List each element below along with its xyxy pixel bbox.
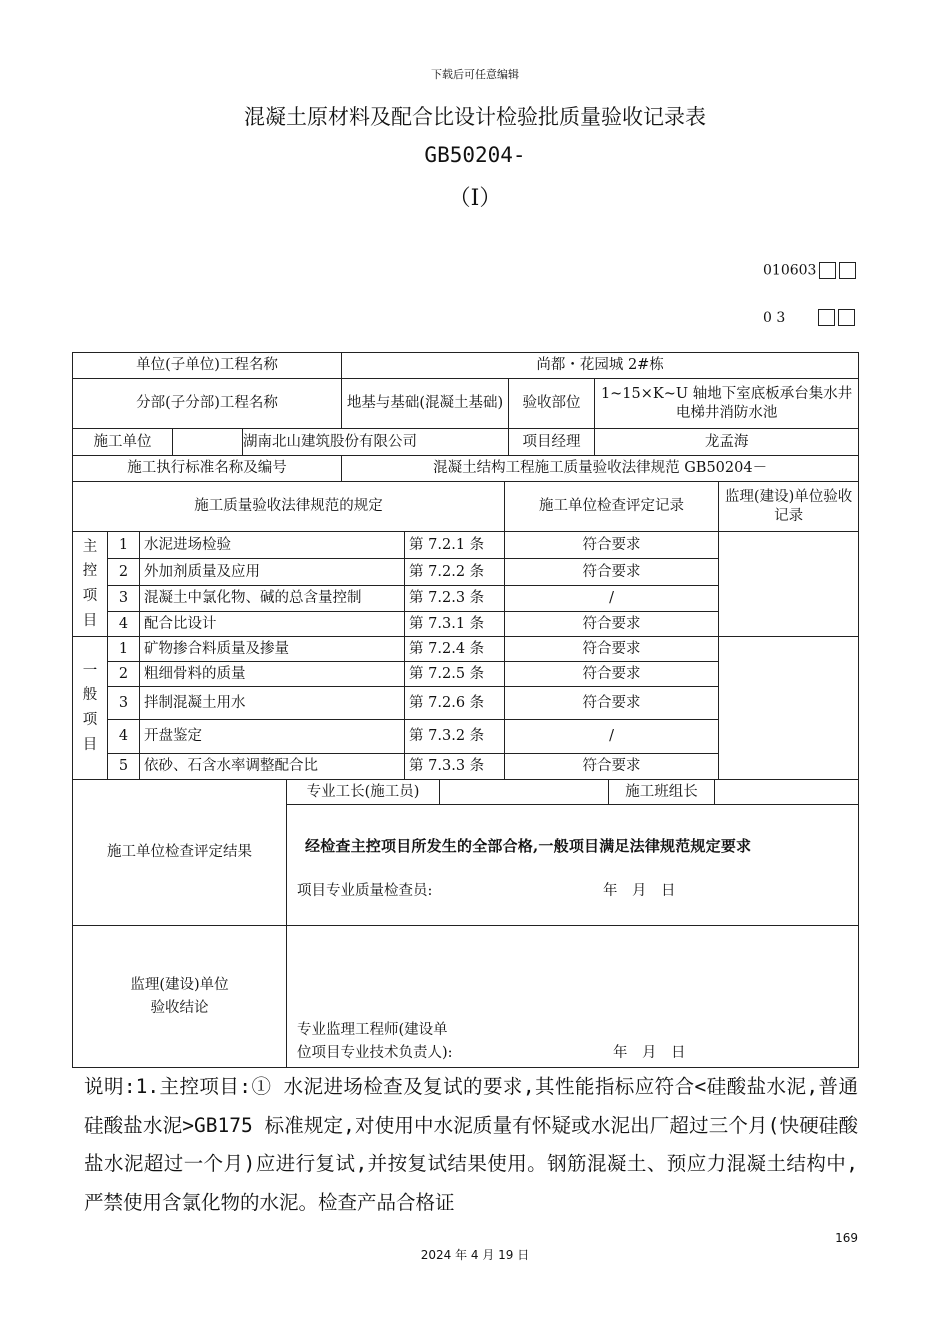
item-result: / <box>505 720 719 754</box>
item-result: 符合要求 <box>505 559 719 586</box>
header-spec: 施工质量验收法律规范的规定 <box>73 482 505 532</box>
item-no: 3 <box>108 586 140 612</box>
result-text: 经检查主控项目所发生的全部合格,一般项目满足法律规范规定要求 <box>305 837 752 855</box>
page-number: 169 <box>835 1231 858 1245</box>
item-clause: 第 7.2.4 条 <box>405 637 505 662</box>
checkbox[interactable] <box>839 262 856 279</box>
supervision-label-line1: 监理(建设)单位 <box>130 976 229 993</box>
standard-code: GB50204- <box>424 143 526 167</box>
inspector-row <box>287 857 858 901</box>
item-name: 配合比设计 <box>140 612 405 637</box>
division-value: 地基与基础(混凝土基础) <box>342 379 509 429</box>
item-result: 符合要求 <box>505 532 719 559</box>
form-code-text: 0 3 <box>763 309 786 326</box>
general-group-label <box>73 637 108 780</box>
roman-numeral: （Ⅰ） <box>448 186 502 211</box>
header-check-record: 施工单位检查评定记录 <box>505 482 719 532</box>
supervision-record-main <box>719 532 859 637</box>
item-name: 粗细骨料的质量 <box>140 662 405 687</box>
team-leader-label: 施工班组长 <box>609 780 715 804</box>
item-no: 2 <box>108 662 140 687</box>
checkbox[interactable] <box>819 262 836 279</box>
item-clause: 第 7.2.6 条 <box>405 687 505 720</box>
unit-label: 单位(子单位)工程名称 <box>73 353 342 379</box>
item-clause: 第 7.2.3 条 <box>405 586 505 612</box>
supervision-record-general <box>719 637 859 780</box>
item-name: 拌制混凝土用水 <box>140 687 405 720</box>
item-result: 符合要求 <box>505 687 719 720</box>
explanation-note: 说明:1.主控项目:① 水泥进场检查及复试的要求,其性能指标应符合<硅酸盐水泥,普通硅酸盐水泥>GB175 标准规定,对使用中水泥质量有怀疑或水泥出厂超过三个月(快硬硅酸盐水泥超过一个月)应进行复试,并按复试结果使用。钢筋混凝土、预应力混凝土结构中,严禁使用含氯化物的水泥。检查产品合格证 <box>84 1075 858 1214</box>
item-name: 开盘鉴定 <box>140 720 405 754</box>
inspection-table <box>72 352 859 1068</box>
engineer-label-line1: 专业监理工程师(建设单 <box>297 1022 448 1039</box>
constructor-label-text: 施工单位 <box>73 429 173 455</box>
inspector-label: 项目专业质量检查员: <box>297 882 433 899</box>
result-label: 施工单位检查评定结果 <box>73 780 287 926</box>
item-clause: 第 7.2.2 条 <box>405 559 505 586</box>
engineer-label-line2: 位项目专业技术负责人): <box>297 1045 453 1062</box>
pm-label: 项目经理 <box>509 429 595 456</box>
item-no: 1 <box>108 532 140 559</box>
checkbox[interactable] <box>818 309 835 326</box>
item-result: 符合要求 <box>505 662 719 687</box>
checkbox[interactable] <box>838 309 855 326</box>
main-group-label <box>73 532 108 637</box>
supervision-label-line2: 验收结论 <box>150 999 209 1016</box>
inspector-date: 年 月 日 <box>603 882 676 899</box>
engineer-row <box>297 1044 858 1063</box>
item-result: / <box>505 586 719 612</box>
item-clause: 第 7.3.1 条 <box>405 612 505 637</box>
standard-label: 施工执行标准名称及编号 <box>73 456 342 482</box>
header-supervision: 监理(建设)单位验收记录 <box>719 482 859 532</box>
main-group-text: 主控项目 <box>82 538 98 629</box>
footer-date: 2024 年 4 月 19 日 <box>420 1248 530 1262</box>
constructor-label <box>73 429 243 456</box>
item-result: 符合要求 <box>505 754 719 780</box>
header-note: 下载后可任意编辑 <box>431 68 519 81</box>
accept-part-value: 1~15×K~U 轴地下室底板承台集水井电梯井消防水池 <box>595 379 859 429</box>
item-name: 依砂、石含水率调整配合比 <box>140 754 405 780</box>
item-no: 1 <box>108 637 140 662</box>
item-name: 水泥进场检验 <box>140 532 405 559</box>
accept-part-label: 验收部位 <box>509 379 595 429</box>
item-clause: 第 7.3.3 条 <box>405 754 505 780</box>
supervision-conclusion-cell <box>287 926 859 1068</box>
item-name: 矿物掺合料质量及掺量 <box>140 637 405 662</box>
foreman-label: 专业工长(施工员) <box>287 780 440 804</box>
item-clause: 第 7.2.1 条 <box>405 532 505 559</box>
foreman-value[interactable] <box>440 780 609 804</box>
pm-value: 龙孟海 <box>595 429 859 456</box>
supervision-conclusion-label <box>73 926 287 1068</box>
standard-value: 混凝土结构工程施工质量验收法律规范 GB50204－ <box>342 456 859 482</box>
engineer-date: 年 月 日 <box>613 1045 686 1062</box>
item-clause: 第 7.2.5 条 <box>405 662 505 687</box>
signoff-header-row <box>287 780 858 805</box>
item-no: 4 <box>108 720 140 754</box>
form-code-line1 <box>763 262 856 279</box>
page-title: 混凝土原材料及配合比设计检验批质量验收记录表 <box>244 105 706 129</box>
item-name: 混凝土中氯化物、碱的总含量控制 <box>140 586 405 612</box>
constructor-value: 湖南北山建筑股份有限公司 <box>243 429 509 456</box>
general-group-text: 一般项目 <box>82 662 98 753</box>
item-no: 3 <box>108 687 140 720</box>
item-no: 5 <box>108 754 140 780</box>
item-result: 符合要求 <box>505 637 719 662</box>
unit-value: 尚都・花园城 2#栋 <box>342 353 859 379</box>
form-code-line2 <box>763 309 855 326</box>
item-no: 4 <box>108 612 140 637</box>
form-code-text: 010603 <box>763 262 817 279</box>
team-leader-value[interactable] <box>715 780 858 804</box>
item-result: 符合要求 <box>505 612 719 637</box>
result-cell <box>287 780 859 926</box>
division-label: 分部(子分部)工程名称 <box>73 379 342 429</box>
item-no: 2 <box>108 559 140 586</box>
item-name: 外加剂质量及应用 <box>140 559 405 586</box>
item-clause: 第 7.3.2 条 <box>405 720 505 754</box>
